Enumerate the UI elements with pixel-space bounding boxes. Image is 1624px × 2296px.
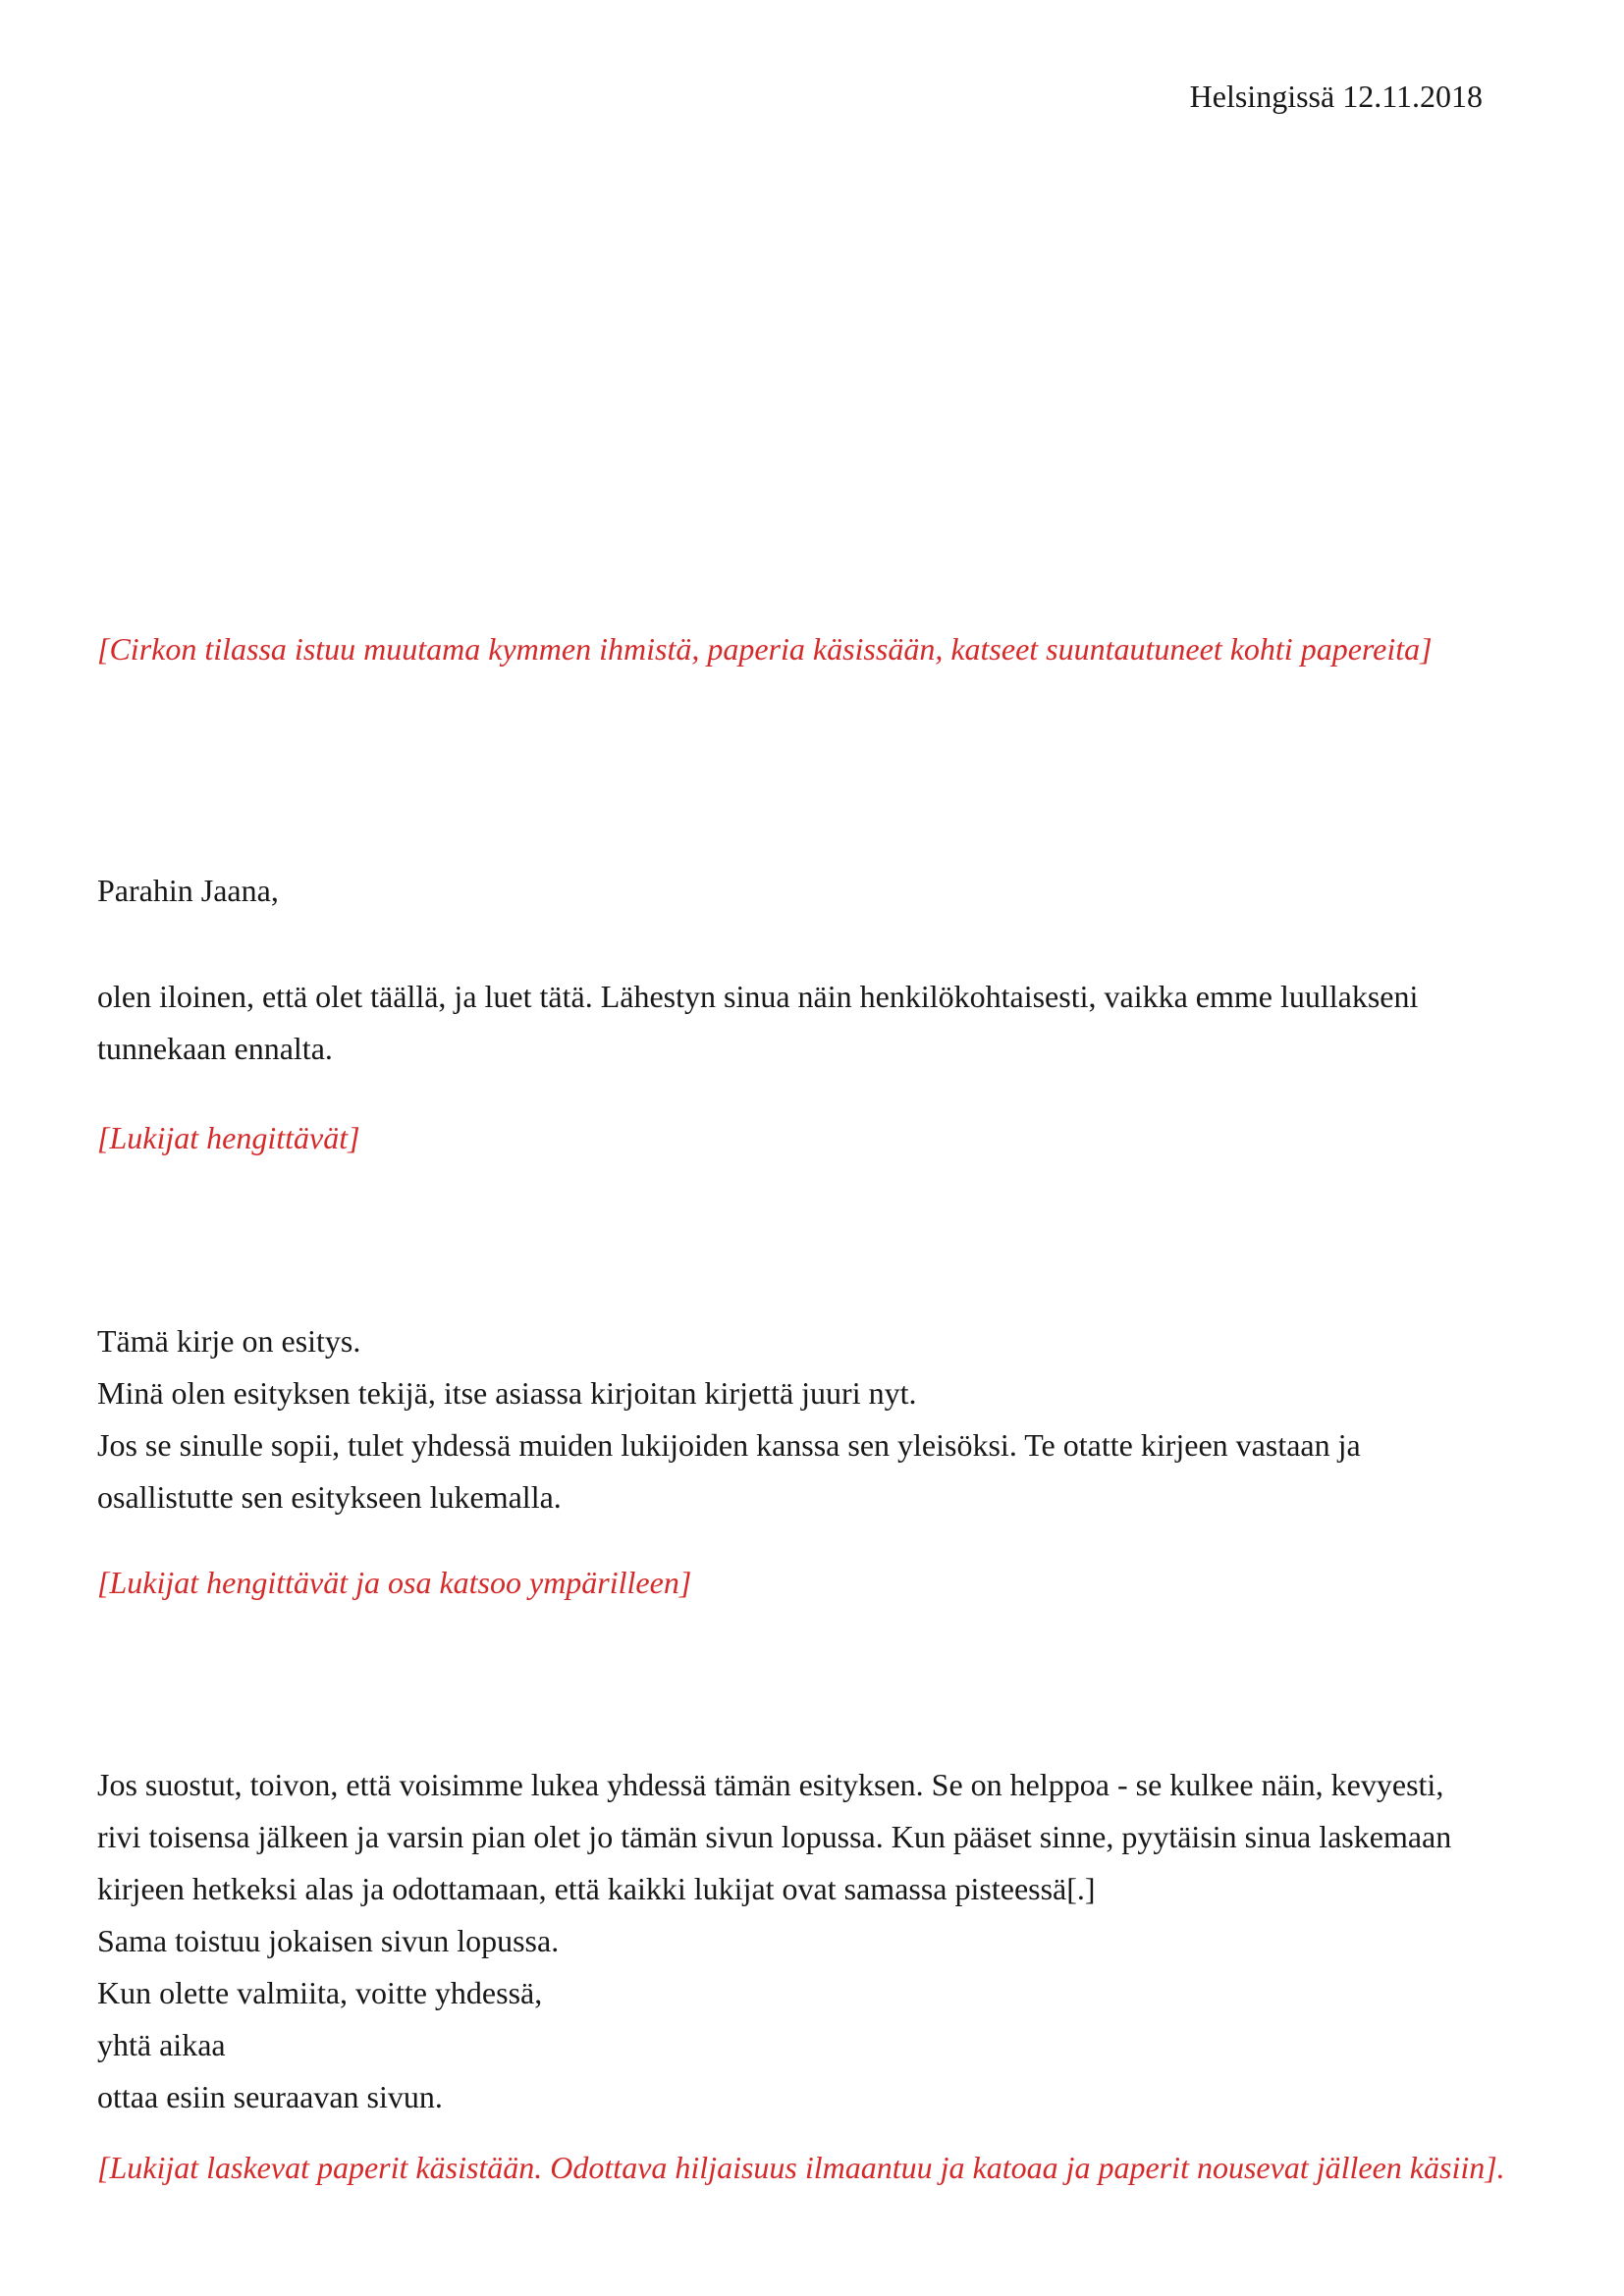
text-line: kirjeen hetkeksi alas ja odottamaan, että kaikki lukijat ovat samassa pisteessä[.] xyxy=(97,1871,1096,1906)
text-line: Jos se sinulle sopii, tulet yhdessä muiden lukijoiden kanssa sen yleisöksi. Te otatte kirjeen vastaan ja xyxy=(97,1427,1361,1463)
stage-direction-opening: [Cirkon tilassa istuu muutama kymmen ihmistä, paperia käsissään, katseet suuntautuneet kohti papereita] xyxy=(97,631,1433,667)
dateline: Helsingissä 12.11.2018 xyxy=(1189,79,1483,114)
text-line: rivi toisensa jälkeen ja varsin pian olet jo tämän sivun lopussa. Kun pääset sinne, pyytäisin sinua laskemaan xyxy=(97,1819,1452,1854)
text-line: yhtä aikaa xyxy=(97,2027,226,2062)
text-line: Kun olette valmiita, voitte yhdessä, xyxy=(97,1975,543,2010)
text-line: osallistutte sen esitykseen lukemalla. xyxy=(97,1479,562,1515)
text-line: olen iloinen, että olet täällä, ja luet tätä. Lähestyn sinua näin henkilökohtaisesti, vaikka emme luullakseni xyxy=(97,979,1419,1014)
text-line: Jos suostut, toivon, että voisimme lukea yhdessä tämän esityksen. Se on helppoa - se kulkee näin, kevyesti, xyxy=(97,1767,1444,1802)
salutation: Parahin Jaana, xyxy=(97,873,279,908)
stage-direction-closing: [Lukijat laskevat paperit käsistään. Odottava hiljaisuus ilmaantuu ja katoaa ja paperit nousevat jälleen käsiin]. xyxy=(97,2150,1505,2185)
stage-direction-look-around: [Lukijat hengittävät ja osa katsoo ympärilleen] xyxy=(97,1565,692,1600)
stage-direction-breathe: [Lukijat hengittävät] xyxy=(97,1120,360,1155)
text-line: Minä olen esityksen tekijä, itse asiassa kirjoitan kirjettä juuri nyt. xyxy=(97,1375,917,1411)
paragraph-greeting xyxy=(97,971,1418,1075)
text-line: Tämä kirje on esitys. xyxy=(97,1323,361,1359)
text-line: Sama toistuu jokaisen sivun lopussa. xyxy=(97,1923,560,1958)
text-line: ottaa esiin seuraavan sivun. xyxy=(97,2079,443,2114)
text-line: tunnekaan ennalta. xyxy=(97,1031,333,1066)
paragraph-instructions xyxy=(97,1759,1451,2123)
paragraph-presentation xyxy=(97,1315,1361,1523)
